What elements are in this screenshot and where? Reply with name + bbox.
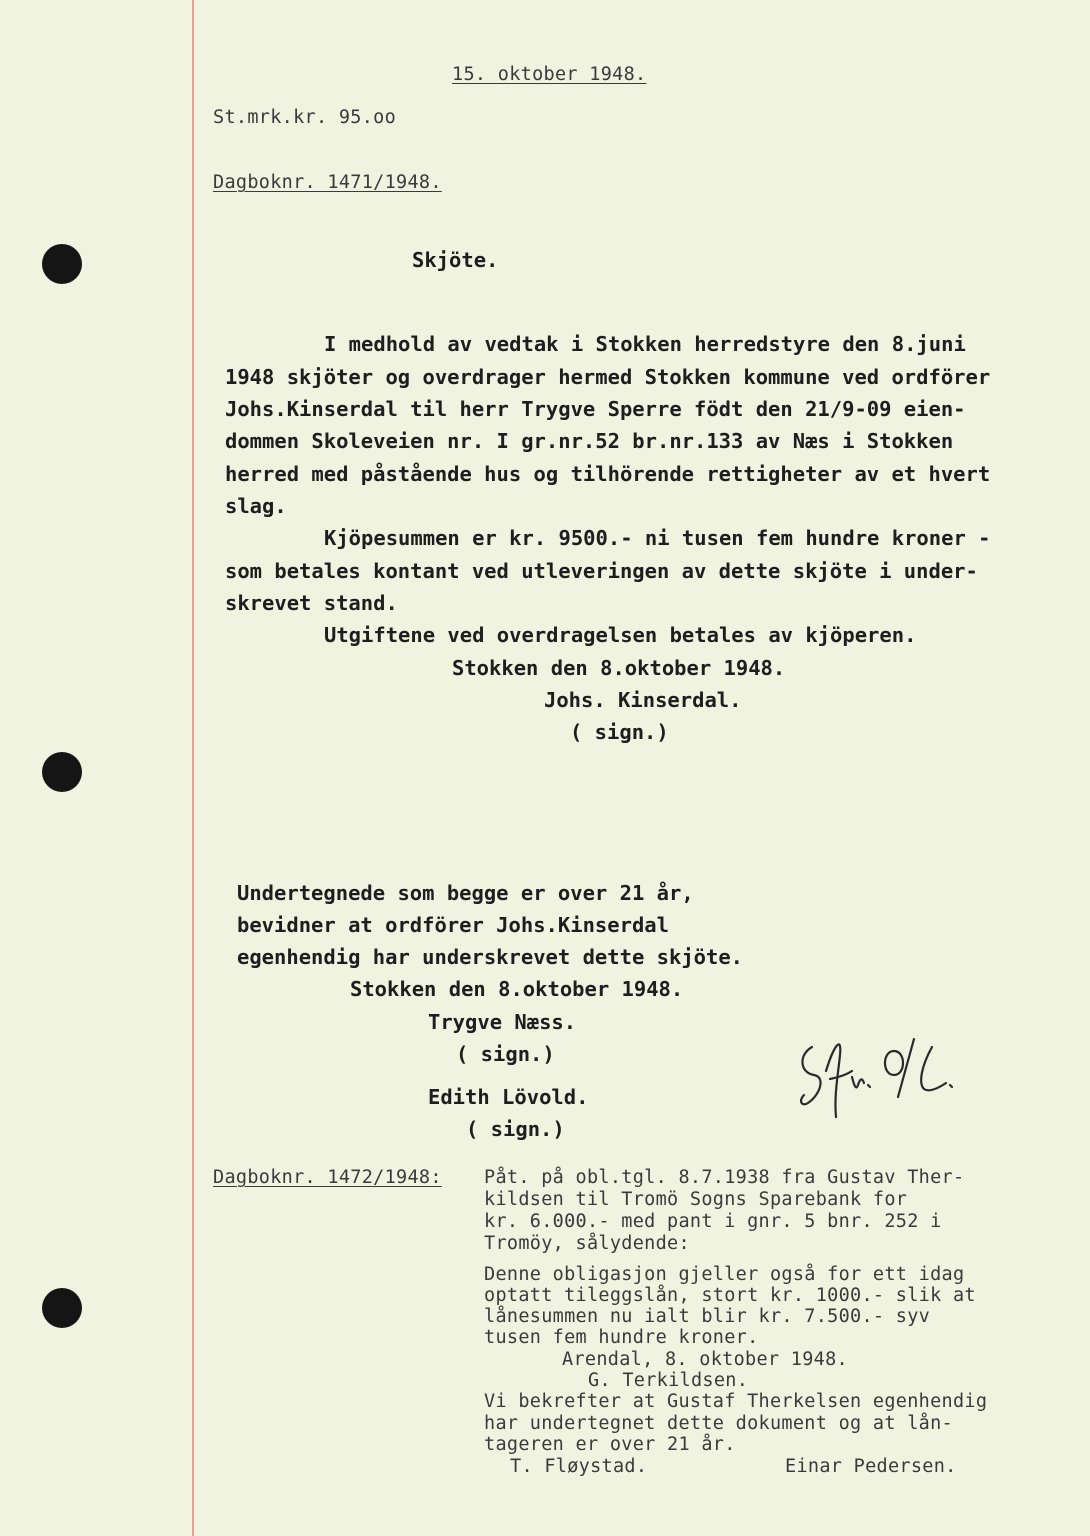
witness-sign-mark: ( sign.) [456,1042,555,1066]
margin-rule [192,0,194,1536]
punch-hole [42,1288,82,1328]
punch-hole [42,752,82,792]
deed-line: I medhold av vedtak i Stokken herredstyre den 8.juni [324,332,966,356]
witness-line: Undertegnede som begge er over 21 år, [237,881,694,905]
entry-line: Påt. på obl.tgl. 8.7.1938 fra Gustav Ther- [484,1167,965,1188]
deed-line: 1948 skjöter og overdrager hermed Stokken kommune ved ordförer [225,365,991,389]
punch-hole [42,244,82,284]
handwritten-signature [790,1025,970,1125]
entry-line: tageren er over 21 år. [484,1434,736,1455]
deed-signer: Johs. Kinserdal. [544,688,742,712]
deed-line: Johs.Kinserdal til herr Trygve Sperre födt den 21/9-09 eien- [225,397,966,421]
entry-line: lånesummen nu ialt blir kr. 7.500.- syv [484,1306,931,1327]
deed-title: Skjöte. [412,248,499,272]
stamp-duty: St.mrk.kr. 95.oo [213,107,397,128]
entry-witness: T. Fløystad. [510,1456,648,1477]
entry-line: Tromöy, sålydende: [484,1233,690,1254]
witness-line: bevidner at ordförer Johs.Kinserdal [237,913,669,937]
entry-number-1472: Dagboknr. 1472/1948: [213,1167,442,1188]
deed-place-date: Stokken den 8.oktober 1948. [452,656,786,680]
witness-place-date: Stokken den 8.oktober 1948. [350,977,684,1001]
deed-line: Utgiftene ved overdragelsen betales av kjöperen. [324,623,917,647]
entry-line: Vi bekrefter at Gustaf Therkelsen egenhendig [484,1391,988,1412]
deed-sign-mark: ( sign.) [570,720,669,744]
entry-line: har undertegnet dette dokument og at lån- [484,1413,953,1434]
entry-line: kr. 6.000.- med pant i gnr. 5 bnr. 252 i [484,1211,942,1232]
witness-line: egenhendig har underskrevet dette skjöte. [237,945,744,969]
deed-line: Kjöpesummen er kr. 9500.- ni tusen fem hundre kroner - [324,526,991,550]
witness-signer: Edith Lövold. [428,1085,589,1109]
entry-line: optatt tileggslån, stort kr. 1000.- slik at [484,1285,976,1306]
deed-line: skrevet stand. [225,591,398,615]
witness-signer: Trygve Næss. [428,1010,577,1034]
entry-line: Denne obligasjon gjeller også for ett idag [484,1264,965,1285]
witness-sign-mark: ( sign.) [466,1117,565,1141]
entry-line: kildsen til Tromö Sogns Sparebank for [484,1189,908,1210]
entry-line: tusen fem hundre kroner. [484,1327,759,1348]
deed-line: som betales kontant ved utleveringen av dette skjöte i under- [225,559,978,583]
document-date: 15. oktober 1948. [452,64,647,85]
entry-place-date: Arendal, 8. oktober 1948. [562,1349,848,1370]
deed-line: herred med påstående hus og tilhörende rettigheter av et hvert [225,462,991,486]
deed-line: slag. [225,494,287,518]
deed-line: dommen Skoleveien nr. I gr.nr.52 br.nr.133 av Næs i Stokken [225,429,954,453]
entry-signer: G. Terkildsen. [588,1370,749,1391]
entry-number-1471: Dagboknr. 1471/1948. [213,172,442,193]
entry-witness: Einar Pedersen. [785,1456,957,1477]
